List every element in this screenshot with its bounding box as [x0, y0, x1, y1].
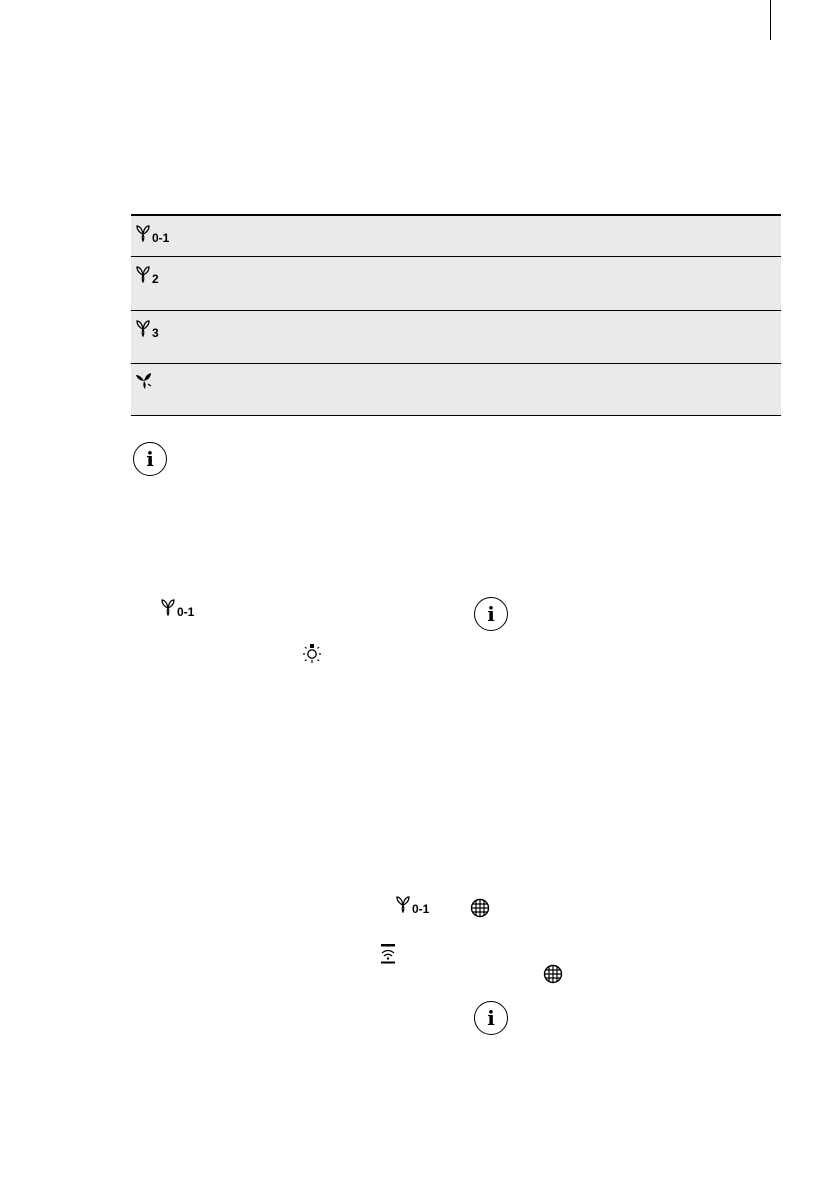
fan-speed-3 [135, 319, 159, 340]
table-row [131, 311, 781, 364]
info-icon: i [474, 1001, 508, 1035]
fan-boost-icon [135, 372, 153, 390]
filter-grid-icon [470, 898, 490, 918]
fan-speed-0-1 [395, 895, 430, 916]
table-row [131, 216, 781, 257]
fan-speed-0-1 [135, 224, 170, 245]
info-icon: i [133, 442, 167, 476]
fan-speed-label: 0-1 [177, 605, 195, 619]
table-row [131, 257, 781, 311]
fan-icon [135, 224, 151, 242]
fan-speed-boost [135, 372, 153, 390]
wireless-connection-icon [379, 943, 397, 965]
table-row [131, 364, 781, 416]
fan-speed-table [131, 214, 781, 416]
filter-grid-icon [543, 964, 563, 984]
fan-speed-label: 0-1 [152, 231, 170, 245]
fan-speed-2 [135, 265, 159, 286]
fan-speed-label: 0-1 [412, 902, 430, 916]
fan-icon [160, 598, 176, 616]
page-corner-mark [770, 0, 771, 40]
fan-speed-0-1 [160, 598, 195, 619]
fan-speed-label: 2 [152, 272, 159, 286]
fan-icon [135, 265, 151, 283]
fan-icon [135, 319, 151, 337]
fan-speed-label: 3 [152, 326, 159, 340]
info-icon: i [474, 597, 508, 631]
light-icon [302, 643, 322, 665]
fan-icon [395, 895, 411, 913]
